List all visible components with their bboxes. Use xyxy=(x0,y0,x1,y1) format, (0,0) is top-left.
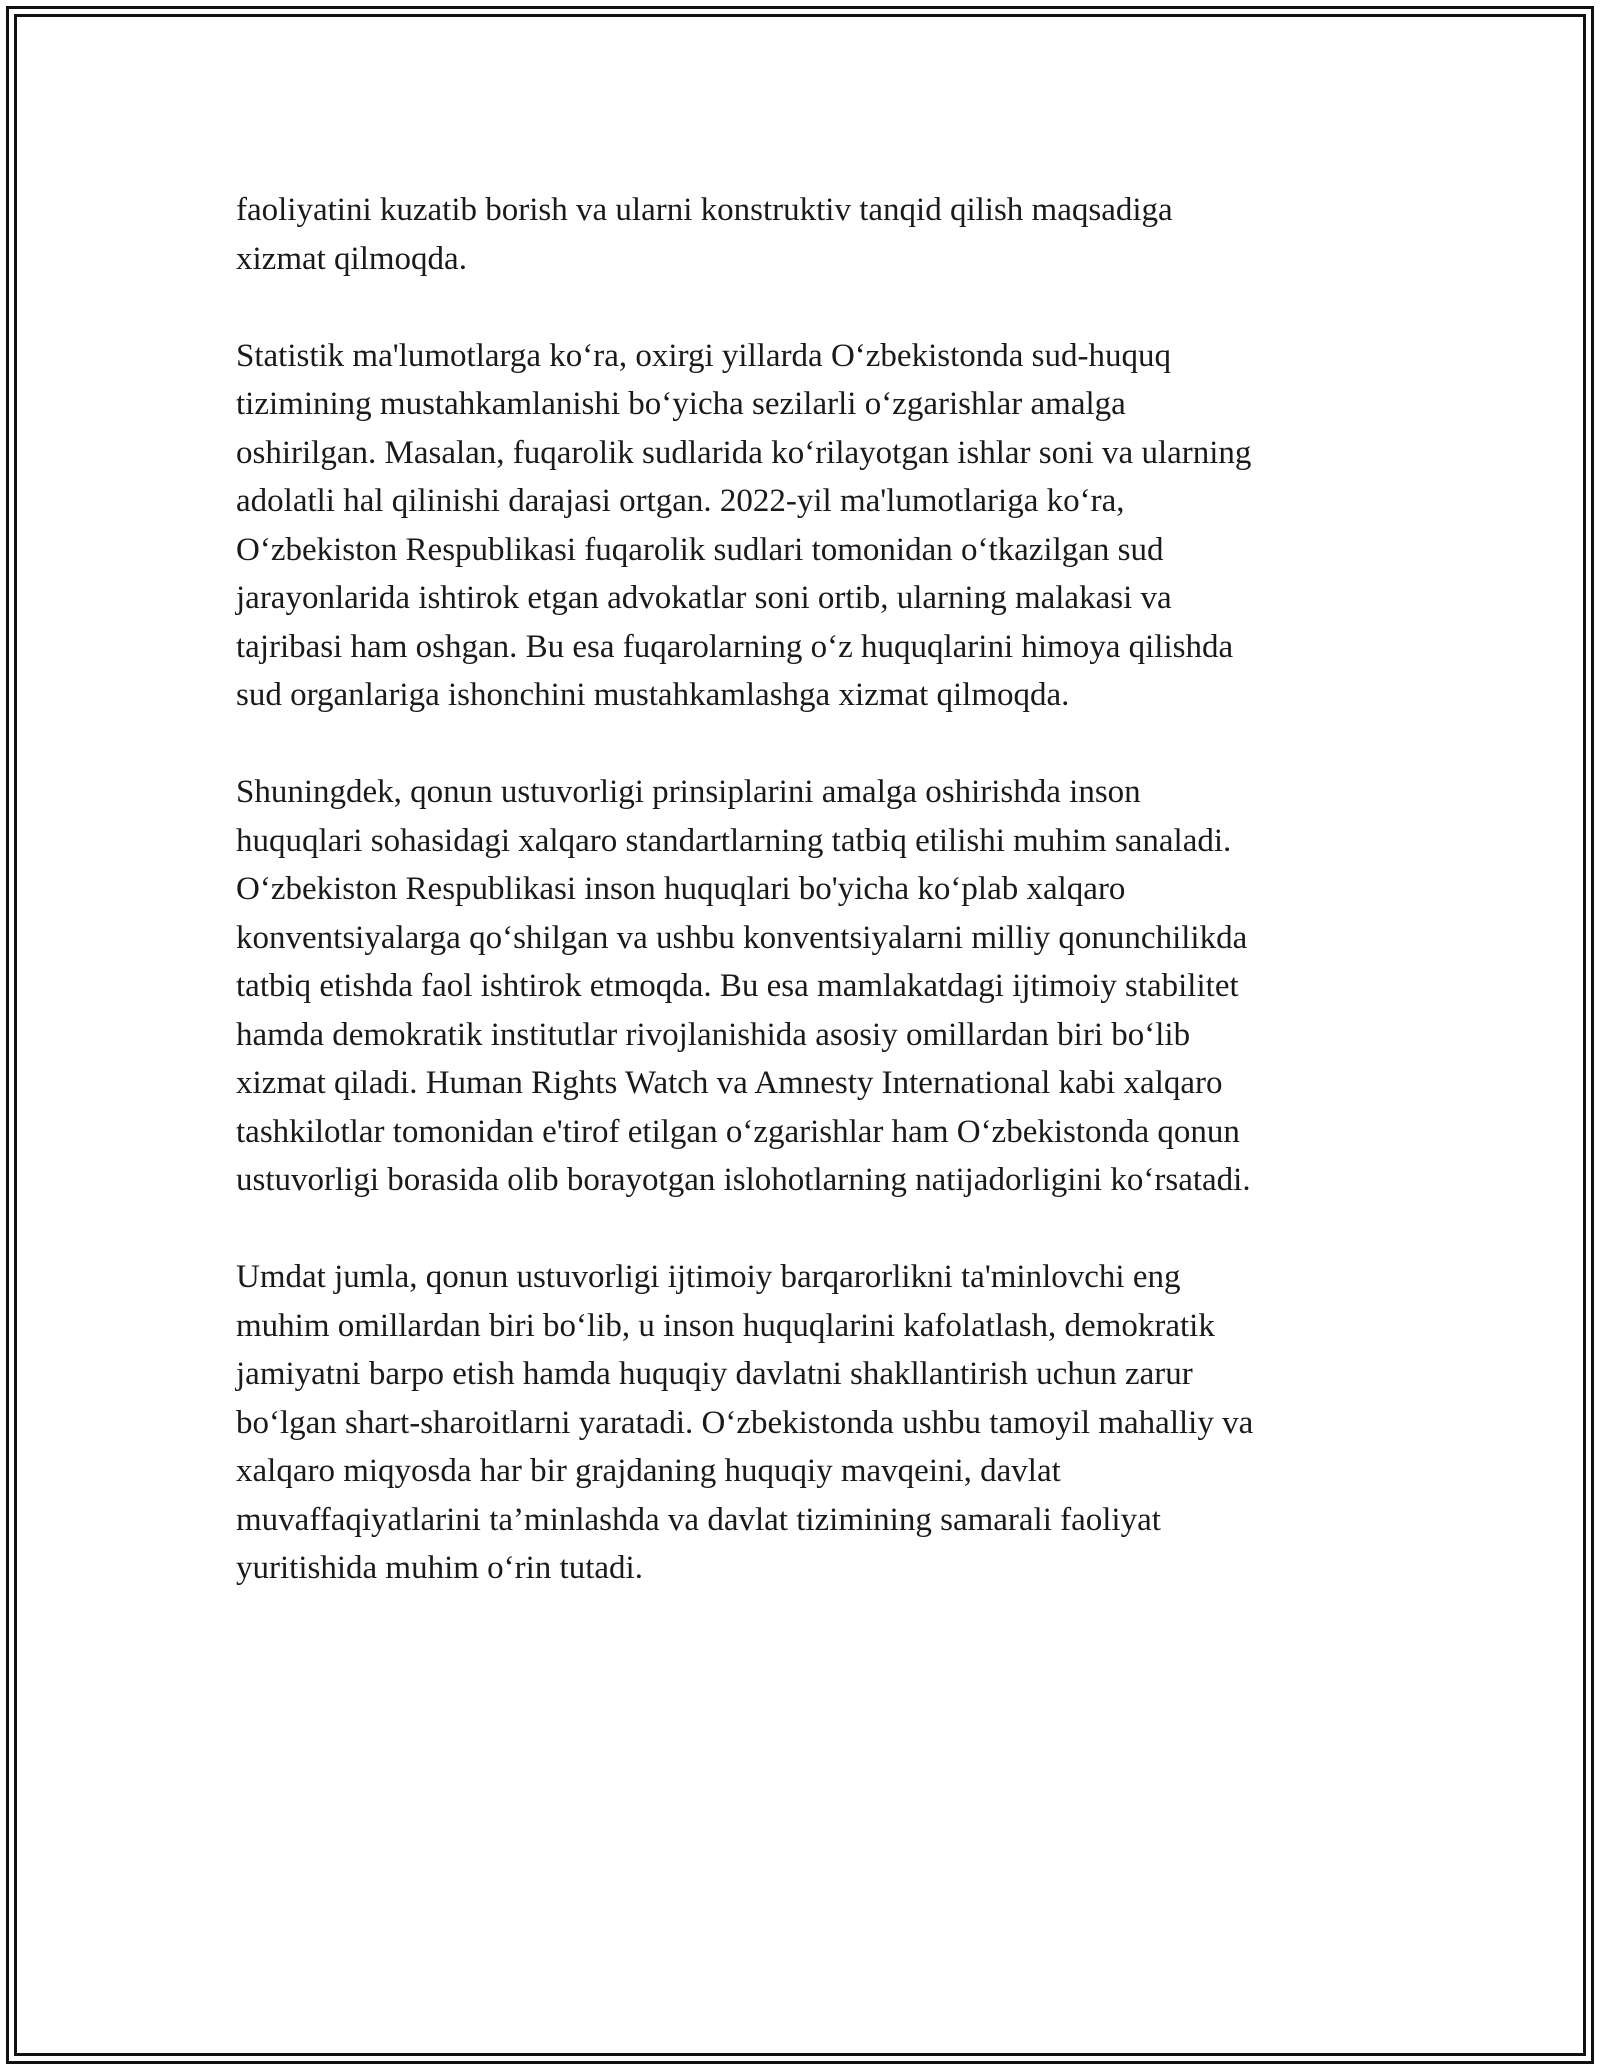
document-body xyxy=(236,186,1386,1641)
paragraph-1: faoliyatini kuzatib borish va ularni konstruktiv tanqid qilish maqsadiga xizmat qilmoqda. xyxy=(236,192,1173,277)
paragraph-4: Umdat jumla, qonun ustuvorligi ijtimoiy barqarorlikni ta'minlovchi eng muhim omillardan biri bo‘lib, u inson huquqlarini kafolatlash, demokratik jamiyatni barpo etish hamda huquqiy davlatni shakllantirish uchun zarur bo‘lgan shart-sharoitlarni yaratadi. O‘zbekistonda ushbu tamoyil mahalliy va xalqaro miqyosda har bir grajdaning huquqiy mavqeini, davlat muvaffaqiyatlarini ta’minlashda va davlat tizimining samarali faoliyat yuritishida muhim o‘rin tutadi. xyxy=(236,1259,1254,1586)
paragraph-2: Statistik ma'lumotlarga ko‘ra, oxirgi yillarda O‘zbekistonda sud-huquq tizimining mustahkamlanishi bo‘yicha sezilarli o‘zgarishlar amalga oshirilgan. Masalan, fuqarolik sudlarida ko‘rilayotgan ishlar soni va ularning adolatli hal qilinishi darajasi ortgan. 2022-yil ma'lumotlariga ko‘ra, O‘zbekiston Respublikasi fuqarolik sudlari tomonidan o‘tkazilgan sud jarayonlarida ishtirok etgan advokatlar soni ortib, ularning malakasi va tajribasi ham oshgan. Bu esa fuqarolarning o‘z huquqlarini himoya qilishda sud organlariga ishonchini mustahkamlashga xizmat qilmoqda. xyxy=(236,337,1252,713)
paragraph-3: Shuningdek, qonun ustuvorligi prinsiplarini amalga oshirishda inson huquqlari sohasidagi xalqaro standartlarning tatbiq etilishi muhim sanaladi. O‘zbekiston Respublikasi inson huquqlari bo'yicha ko‘plab xalqaro konventsiyalarga qo‘shilgan va ushbu konventsiyalarni milliy qonunchilikda tatbiq etishda faol ishtirok etmoqda. Bu esa mamlakatdagi ijtimoiy stabilitet hamda demokratik institutlar rivojlanishida asosiy omillardan biri bo‘lib xizmat qiladi. Human Rights Watch va Amnesty International kabi xalqaro tashkilotlar tomonidan e'tirof etilgan o‘zgarishlar ham O‘zbekistonda qonun ustuvorligi borasida olib borayotgan islohotlarning natijadorligini ko‘rsatadi. xyxy=(236,774,1251,1198)
